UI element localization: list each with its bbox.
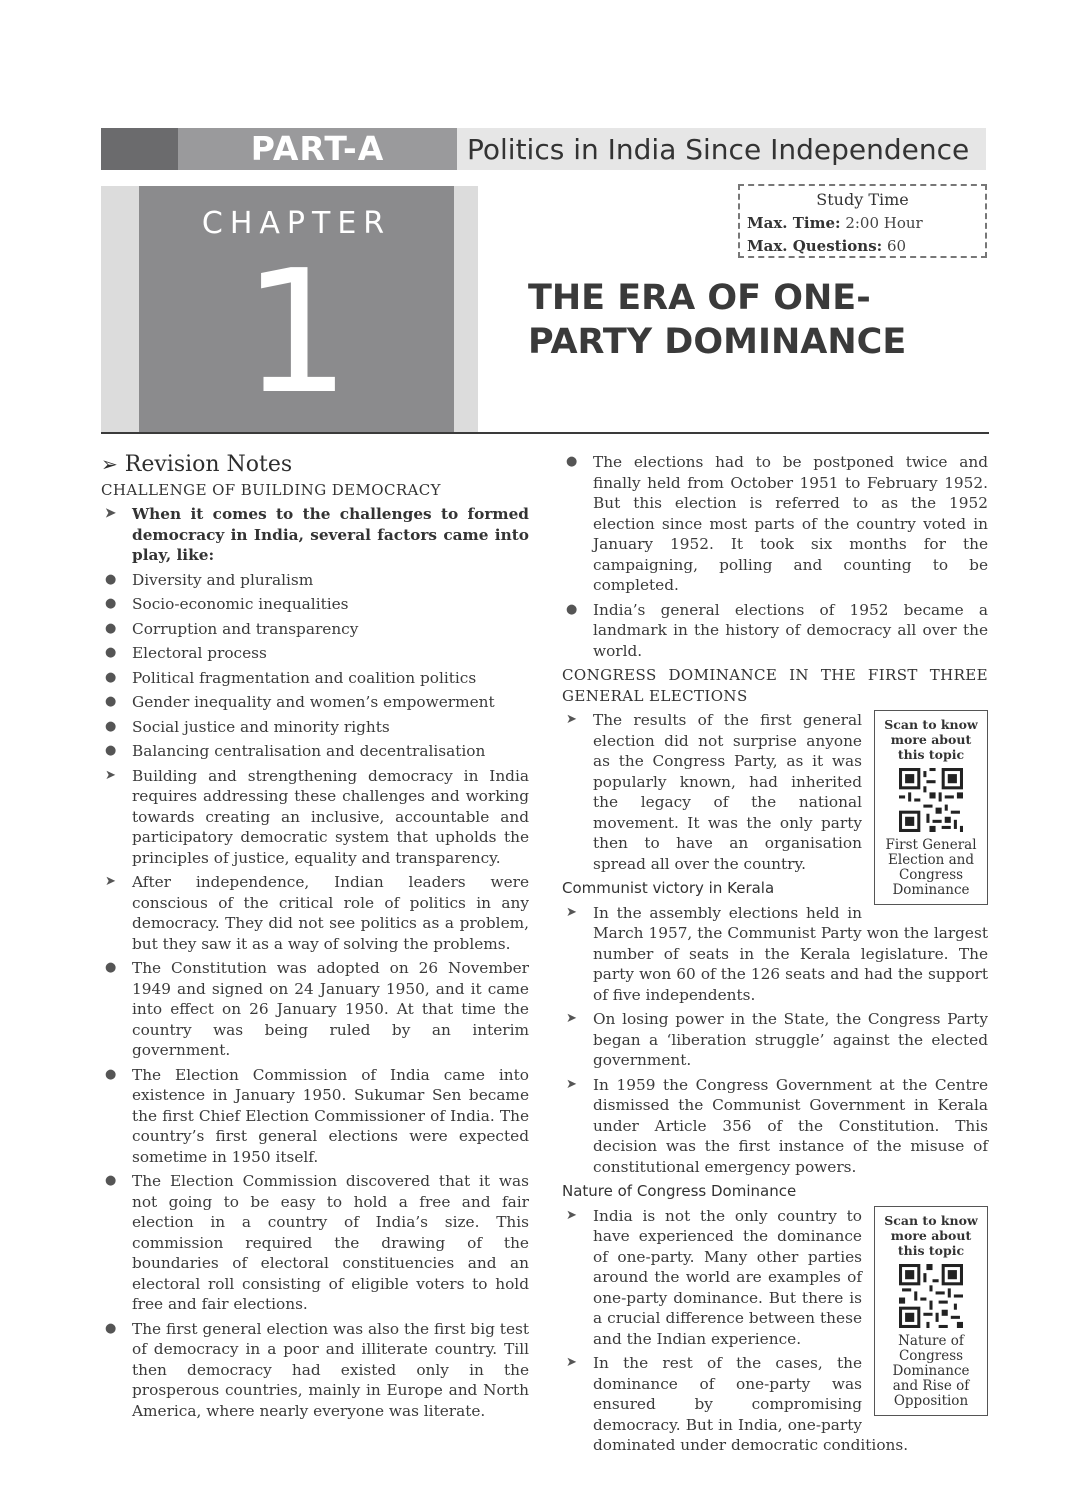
- list-item: [562, 1009, 988, 1071]
- list-item-text: Building and strengthening democracy in India requires addressing these challenges and working towards creating an inclusive, accountable and participatory democratic system that upholds the principles of justice, equality and transparency.: [132, 766, 529, 867]
- revision-notes-label: Revision Notes: [124, 452, 293, 477]
- list-item: [101, 872, 529, 954]
- bullet-icon: ●: [105, 718, 117, 734]
- list-item-text: The Election Commission of India came into existence in January 1950. Sukumar Sen became the first Chief Election Commissioner of India. The country’s first general elections were expected sometime in 1950 itself.: [132, 1065, 529, 1166]
- header-divider: [101, 432, 989, 434]
- bullet-icon: ●: [105, 694, 117, 709]
- section-heading: CONGRESS DOMINANCE IN THE FIRST THREE GENERAL ELECTIONS: [562, 666, 988, 705]
- revision-notes-heading: [101, 454, 529, 476]
- list-item: [101, 766, 529, 869]
- list-item-text: In the rest of the cases, the dominance of one-party was ensured by compromising democracy. But in India, one-party dominated under democratic conditions.: [593, 1354, 909, 1454]
- list-item: [562, 1206, 988, 1350]
- list-item-text: India is not the only country to have experienced the dominance of one-party. Many other parties around the world are examples of one-party dominance. But there is a crucial difference between these and the Indian experience.: [593, 1206, 862, 1348]
- list-item: [101, 668, 529, 689]
- arrowhead-icon: ➤: [566, 1207, 577, 1223]
- bullet-icon: ●: [105, 1066, 117, 1082]
- qr-caption: Nature of Congress Dominance and Rise of Opposition: [892, 1332, 970, 1409]
- list-item-text: Gender inequality and women’s empowerment: [132, 693, 495, 711]
- list-item: [562, 1353, 988, 1456]
- list-item-text: After independence, Indian leaders were conscious of the critical role of politics in any democracy. They did not see politics as a problem, but they saw it as a way of solving the problems.: [132, 873, 529, 953]
- max-questions-row: [747, 237, 906, 255]
- right-column: [562, 452, 988, 1460]
- list-item-text: The results of the first general election did not surprise anyone as the Congress Party, as it was popularly known, had inherited the legacy of the national movement. It was the only party then to have an organisation spread all over the country.: [593, 711, 862, 873]
- part-label: PART-A: [178, 128, 457, 170]
- list-item-text: Socio-economic inequalities: [132, 595, 349, 613]
- chapter-block: [101, 186, 478, 432]
- bullet-icon: ●: [566, 601, 578, 617]
- bullet-icon: ●: [566, 454, 578, 469]
- qr-caption: First General Election and Congress Dominance: [885, 837, 977, 898]
- arrowhead-icon: ➤: [566, 1011, 577, 1026]
- bullet-icon: ●: [105, 960, 117, 975]
- list-item-text: Diversity and pluralism: [132, 570, 314, 589]
- subsection-heading: Nature of Congress Dominance: [562, 1182, 797, 1200]
- chapter-title: THE ERA OF ONE-PARTY DOMINANCE: [528, 278, 907, 362]
- chapter-panel: [139, 186, 454, 432]
- list-item-text: The first general election was also the first big test of democracy in a poor and illiterate country. Till then democracy had existed only in the prosperous countries, mainly in Europe and North America, where nearly everyone was literate.: [132, 1319, 529, 1420]
- list-item: [562, 710, 988, 874]
- max-time-row: [747, 214, 923, 232]
- arrowhead-icon: ➤: [105, 767, 116, 783]
- list-item-text: On losing power in the State, the Congress Party began a ‘liberation struggle’ against the elected government.: [593, 1010, 988, 1069]
- list-item-text: Political fragmentation and coalition politics: [132, 668, 477, 687]
- list-item-text: Social justice and minority rights: [132, 717, 390, 736]
- list-item: [101, 958, 529, 1061]
- list-item-text: Electoral process: [132, 644, 267, 662]
- list-item: [101, 1319, 529, 1422]
- arrowhead-icon: ➤: [566, 904, 577, 920]
- qr-heading: Scan to know more about this topic: [884, 717, 978, 762]
- list-item: [101, 741, 529, 762]
- bullet-icon: ●: [105, 669, 117, 685]
- list-item-text: In the assembly elections held in March 1957, the Communist Party won the largest number of seats in the Kerala legislature. The party won 60 of the 126 seats and had the support of five independents.: [593, 903, 988, 1004]
- arrow-circle-icon: ➢: [101, 452, 118, 476]
- list-item: [562, 903, 988, 1006]
- qr-heading: Scan to know more about this topic: [884, 1212, 978, 1258]
- arrowhead-icon: ➤: [566, 712, 577, 727]
- subsection-heading: Communist victory in Kerala: [562, 879, 775, 897]
- list-item: [562, 452, 988, 596]
- section-heading: CHALLENGE OF BUILDING DEMOCRACY: [101, 480, 441, 499]
- study-time-box: [738, 184, 987, 258]
- list-item: [101, 643, 529, 664]
- list-item: [101, 1065, 529, 1168]
- list-item: [101, 1171, 529, 1315]
- max-questions-label: Max. Questions:: [747, 237, 883, 255]
- bullet-icon: ●: [105, 743, 117, 758]
- bullet-icon: ●: [105, 645, 117, 660]
- list-item: [101, 594, 529, 615]
- part-title: Politics in India Since Independence: [467, 133, 970, 166]
- part-banner: [101, 128, 986, 170]
- chapter-label: CHAPTER: [201, 206, 392, 241]
- list-item-text: The Constitution was adopted on 26 November 1949 and signed on 24 January 1950, and it came into effect on 26 January 1950. At that time the country was being ruled by an interim government.: [132, 959, 529, 1059]
- bullet-icon: ●: [105, 620, 117, 636]
- left-column: [101, 452, 529, 1425]
- list-item-text: Corruption and transparency: [132, 619, 359, 638]
- bullet-icon: ●: [105, 1320, 117, 1336]
- list-item: [101, 570, 529, 591]
- list-item: [562, 1075, 988, 1178]
- list-item-text: India’s general elections of 1952 became a landmark in the history of democracy all over the world.: [593, 600, 988, 660]
- list-item-text: In 1959 the Congress Government at the Centre dismissed the Communist Government in Kerala under Article 356 of the Constitution. This decision was the first instance of the misuse of constitutional emergency powers.: [593, 1075, 988, 1176]
- bullet-icon: ●: [105, 1173, 117, 1188]
- list-item: [101, 717, 529, 738]
- bullet-icon: ●: [105, 596, 117, 611]
- study-time-title: Study Time: [816, 190, 909, 209]
- arrowhead-icon: ➤: [566, 1355, 577, 1370]
- list-item-text: When it comes to the challenges to formed democracy in India, several factors came into play, like:: [132, 505, 529, 564]
- bullet-icon: ●: [105, 571, 117, 587]
- list-item: [101, 504, 529, 566]
- list-item: [101, 619, 529, 640]
- max-questions-value: 60: [886, 237, 907, 255]
- list-item-text: Balancing centralisation and decentralisation: [132, 742, 486, 760]
- chapter-number: 1: [242, 234, 351, 432]
- arrowhead-icon: ➤: [105, 874, 116, 889]
- arrowhead-icon: ➤: [105, 506, 116, 521]
- list-item-text: The elections had to be postponed twice and finally held from October 1951 to February 1952. But this election is referred to as the 1952 election since most parts of the country voted in January 1952. It took six months for the campaigning, polling and counting to be completed.: [593, 453, 988, 594]
- max-time-value: 2:00 Hour: [845, 214, 923, 232]
- list-item: [562, 600, 988, 662]
- list-item-text: The Election Commission discovered that it was not going to be easy to hold a free and fair election in a country of India’s size. This commission required the drawing of the boundaries of electoral constituencies and an electoral roll consisting of eligible voters to hold free and fair elections.: [132, 1172, 529, 1313]
- list-item: [101, 692, 529, 713]
- arrowhead-icon: ➤: [566, 1076, 577, 1092]
- max-time-label: Max. Time:: [747, 214, 841, 232]
- banner-accent: [101, 128, 178, 170]
